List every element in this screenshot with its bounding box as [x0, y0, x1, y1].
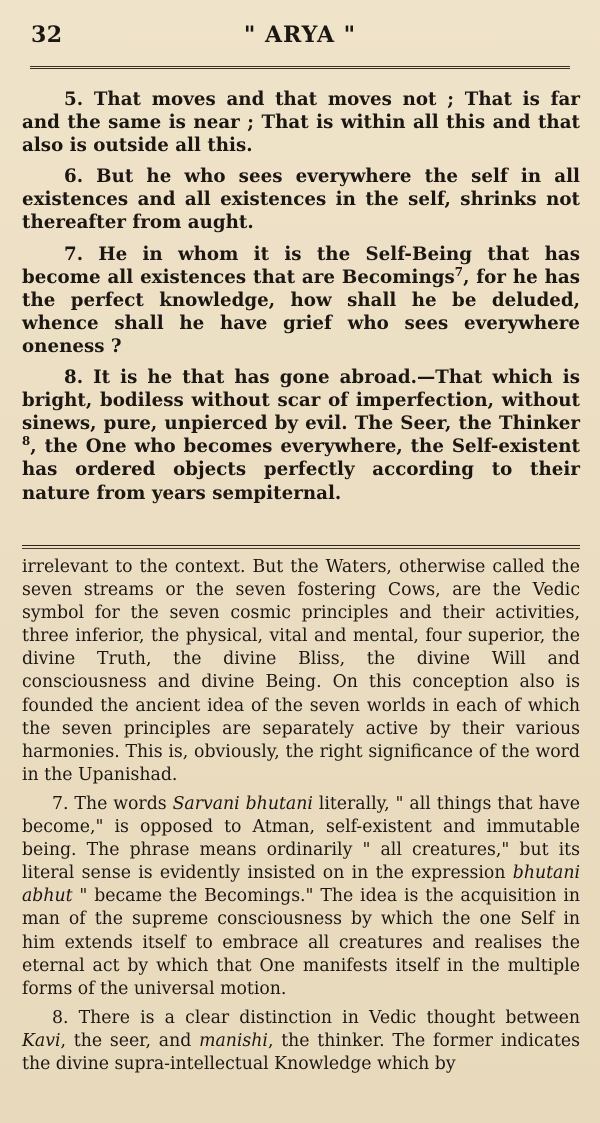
- page-header: [28, 22, 572, 56]
- sanskrit-term: manishi: [199, 1030, 268, 1051]
- header-rule: [30, 66, 570, 69]
- page-number: 32: [31, 22, 63, 48]
- footnote-8-text-end: , the thinker. The former indicates the divine supra-intellectual Knowledge which by: [22, 1030, 580, 1074]
- footnote-8-text-cont: , the seer, and: [60, 1030, 200, 1051]
- verse-7: [22, 243, 580, 358]
- footnote-7-text-cont: literally, " all things that have become," is opposed to Atman, self-existent and immutable being. The phrase means ordinarily " all creatures," but its literal sense is evidently insisted on in the expression: [22, 793, 580, 884]
- footnote-ref-7[interactable]: 7: [454, 264, 464, 279]
- verse-section: [22, 88, 580, 505]
- verse-8-text: 8. It is he that has gone abroad.—That which is bright, bodiless without scar of imperfection, without sinews, pure, unpierced by evil. The Seer, the Thinker: [22, 367, 580, 435]
- footnote-continued: [22, 556, 580, 787]
- verse-5-text: 5. That moves and that moves not ; That is far and the same is near ; That is within all this and that also is outside all this.: [22, 89, 580, 157]
- running-title: " ARYA ": [243, 22, 357, 48]
- verse-6: [22, 165, 580, 234]
- verse-6-text: 6. But he who sees everywhere the self in all existences and all existences in the self, shrinks not thereafter from aught.: [22, 166, 580, 234]
- sanskrit-term: Sarvani bhutani: [172, 793, 313, 814]
- verse-7-text-cont: , for he has the perfect knowledge, how shall he be deluded, whence shall he have grief who sees everywhere oneness ?: [22, 266, 580, 357]
- sanskrit-term: Kavi: [22, 1030, 61, 1051]
- footnote-rule: [22, 545, 580, 546]
- footnote-7: [22, 793, 580, 1001]
- verse-8: [22, 366, 580, 505]
- footnote-7-text: 7. The words: [52, 793, 173, 814]
- verse-8-text-cont: , the One who becomes everywhere, the Self-existent has ordered objects perfectly according to their nature from years sempiternal.: [22, 436, 580, 504]
- footnote-7-text-end: " became the Becomings." The idea is the acquisition in man of the supreme consciousness by which the one Self in him extends itself to embrace all creatures and realises the eternal act by which that One manifests itself in the multiple forms of the universal motion.: [22, 886, 580, 999]
- footnote-ref-8[interactable]: 8: [22, 434, 31, 449]
- footnote-continued-text: irrelevant to the context. But the Waters, otherwise called the seven streams or the seven fostering Cows, are the Vedic symbol for the seven cosmic principles and their activities, three inferior, the physical, vital and mental, four superior, the divine Truth, the divine Bliss, the divine Will and consciousness and divine Being. On this conception also is founded the ancient idea of the seven worlds in each of which the seven principles are separately active by their various harmonies. This is, obviously, the right significance of the word in the Upanishad.: [22, 557, 580, 785]
- verse-7-text: 7. He in whom it is the Self-Being that has become all existences that are Becomings: [22, 243, 580, 288]
- sanskrit-term: bhutani abhut: [22, 863, 580, 907]
- verse-5: [22, 88, 580, 157]
- footnote-8-text: 8. There is a clear distinction in Vedic thought between: [52, 1007, 580, 1028]
- footnote-8: [22, 1007, 580, 1076]
- footnote-section: [22, 556, 580, 1076]
